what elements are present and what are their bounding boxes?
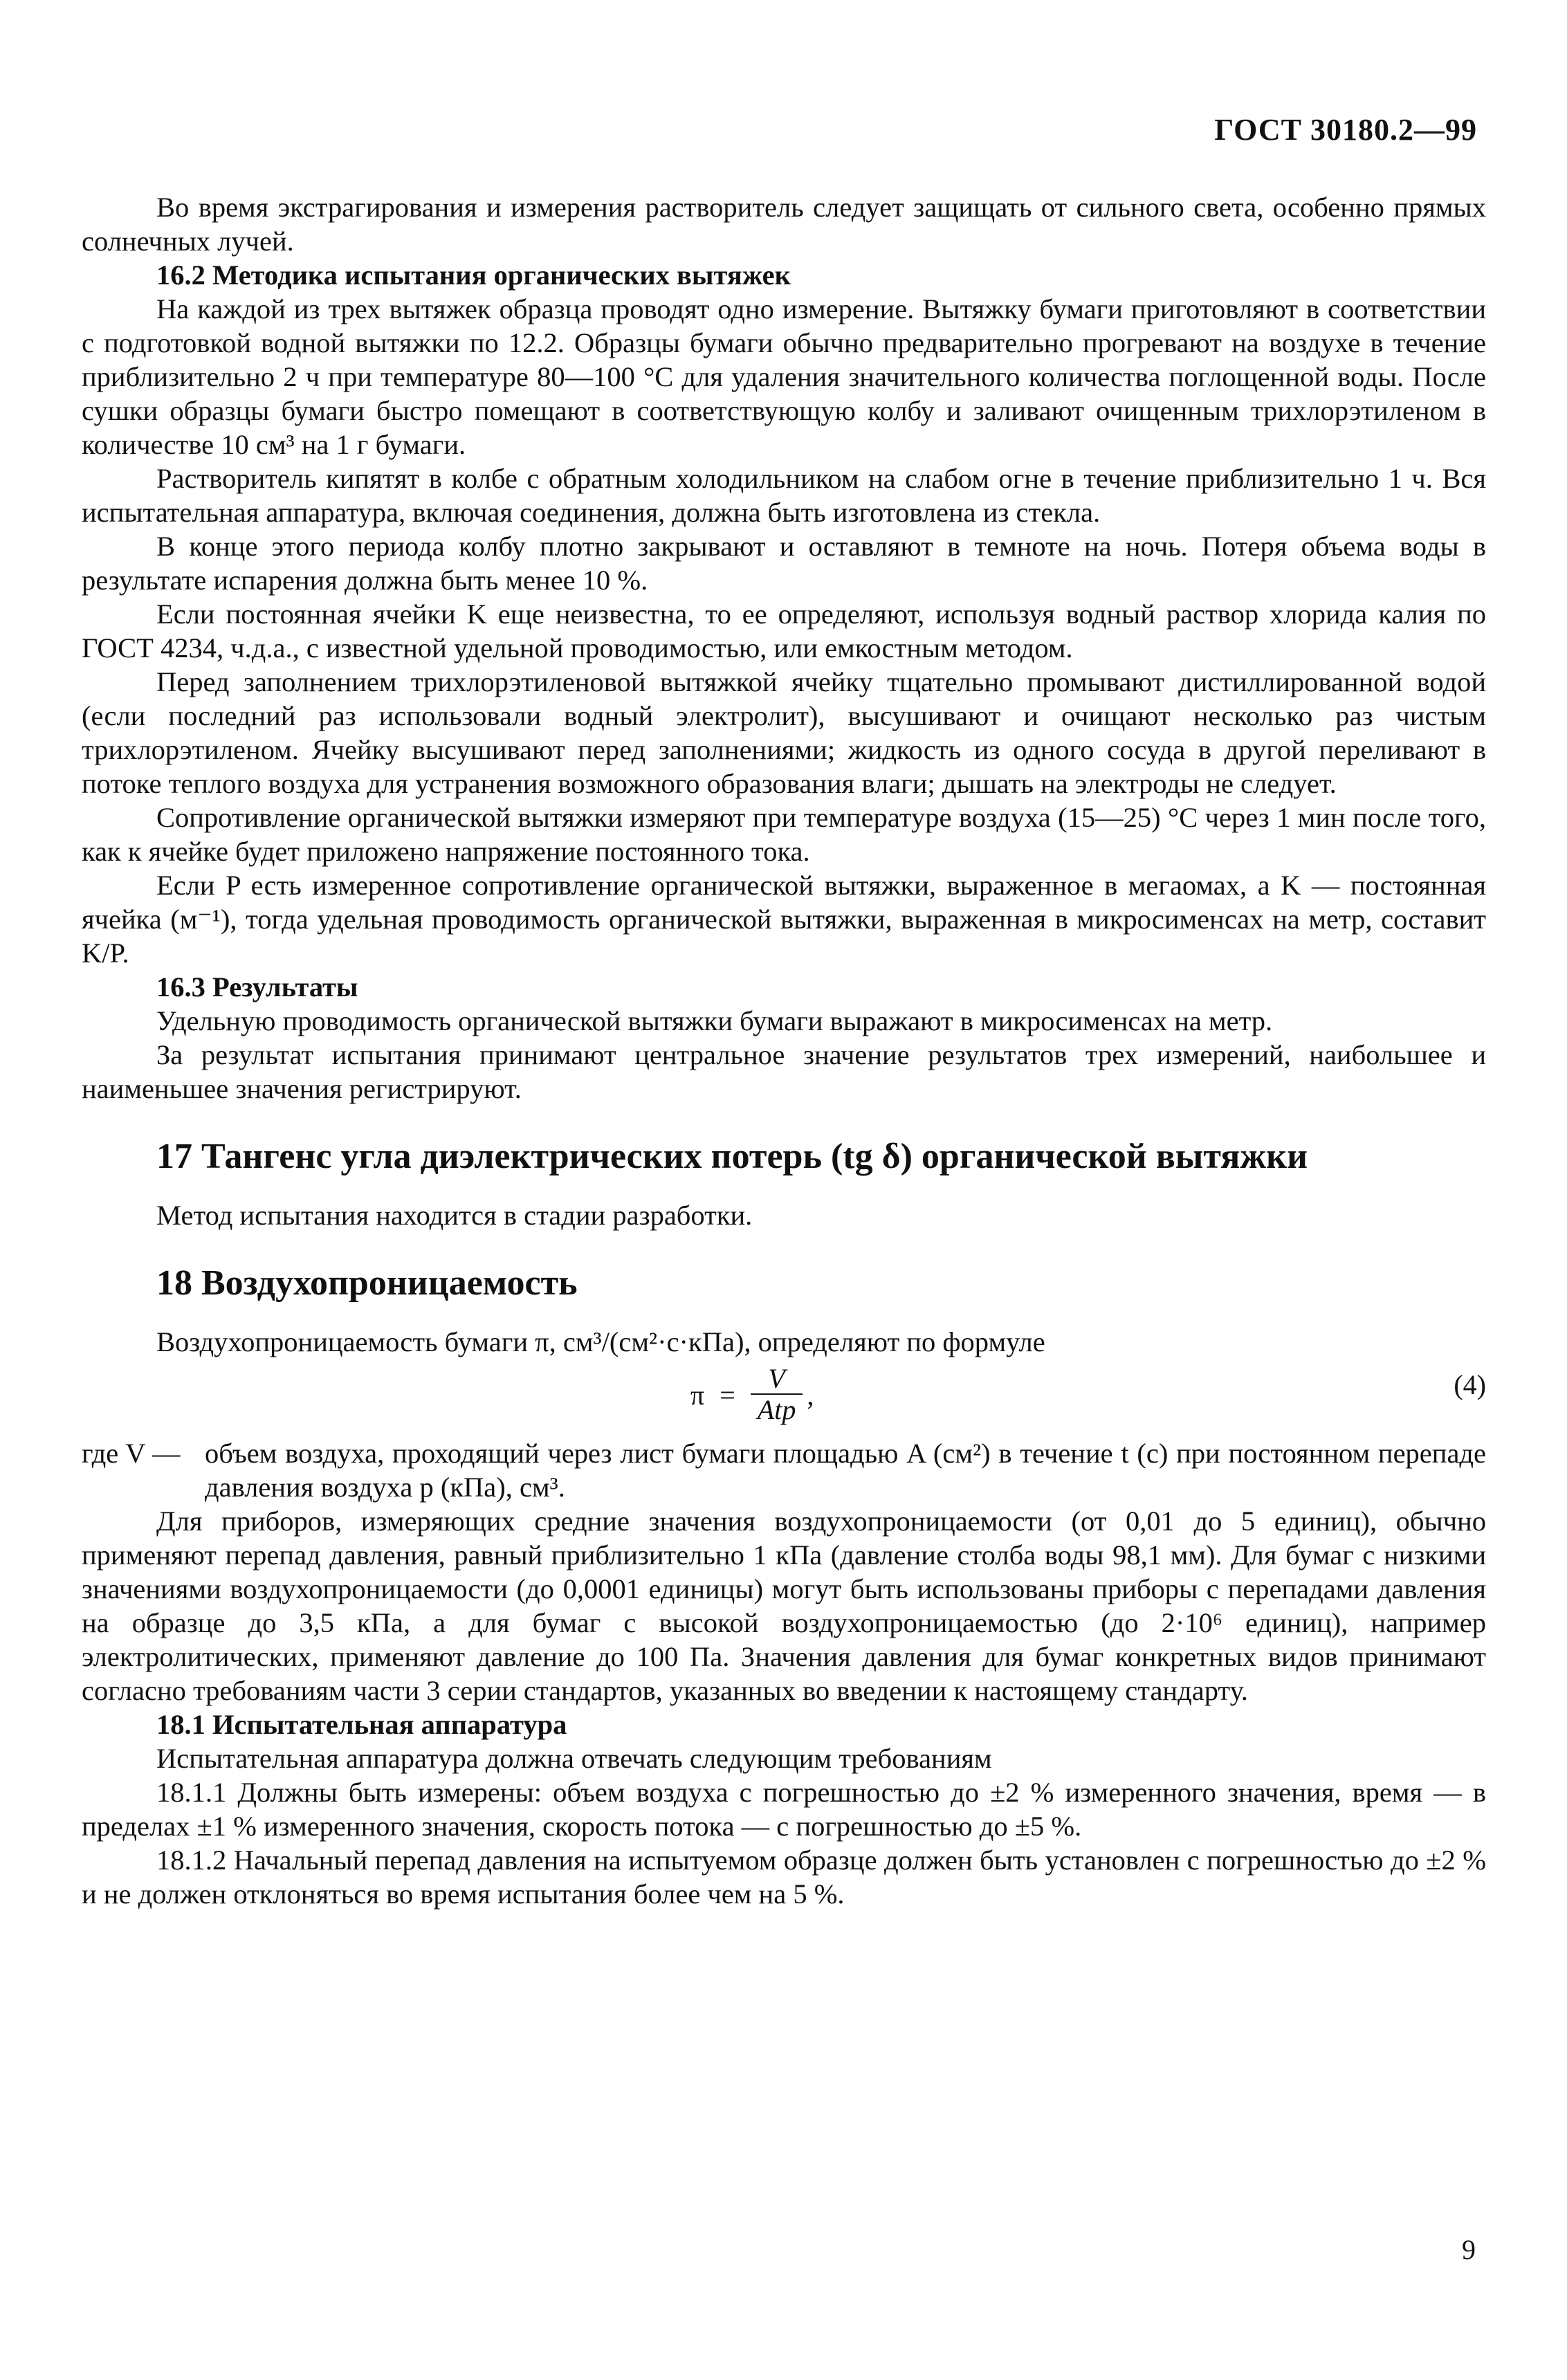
formula-equals: = — [720, 1379, 735, 1411]
paragraph: За результат испытания принимают центральное значение результатов трех измерений, наибольшее и наименьшее значения регистрируют. — [82, 1039, 1486, 1104]
formula-number: (4) — [1454, 1369, 1486, 1400]
document-code: ГОСТ 30180.2—99 — [1214, 113, 1477, 147]
legend-label: где V — — [82, 1438, 181, 1469]
paragraph: Если постоянная ячейки K еще неизвестна, то ее определяют, используя водный раствор хлорида калия по ГОСТ 4234, ч.д.а., с известной удельной проводимостью, или емкостным методом. — [82, 598, 1486, 663]
paragraph: Испытательная аппаратура должна отвечать следующим требованиям — [156, 1743, 992, 1774]
formula-4 — [82, 1359, 1486, 1436]
paragraph: Для приборов, измеряющих средние значения воздухопроницаемости (от 0,01 до 5 единиц), обычно применяют перепад давления, равный приблизительно 1 кПа (давление столба воды 98,1 мм). Для бумаг с низкими значениями воздухопроницаемости (до 0,0001 единицы) могут быть использованы приборы с перепадами давления на образце до 3,5 кПа, а для бумаг с высокой воздухопроницаемостью (до 2·10⁶ единиц), например электролитических, применяют давление до 100 Па. Значения давления для бумаг конкретных видов принимают согласно требованиям части 3 серии стандартов, указанных во введении к настоящему стандарту. — [82, 1505, 1486, 1706]
paragraph: Воздухопроницаемость бумаги π, см³/(см²·с·кПа), определяют по формуле — [156, 1326, 1045, 1357]
legend-text: объем воздуха, проходящий через лист бумаги площадью A (см²) в течение t (с) при постоянном перепаде давления воздуха p (кПа), см³. — [205, 1438, 1486, 1503]
subsection-title-18-1: 18.1 Испытательная аппаратура — [156, 1709, 567, 1740]
paragraph: В конце этого периода колбу плотно закрывают и оставляют в темноте на ночь. Потеря объема воды в результате испарения должна быть менее 10 %. — [82, 531, 1486, 596]
paragraph: 18.1.2 Начальный перепад давления на испытуемом образце должен быть установлен с погрешностью до ±2 % и не должен отклоняться во время испытания более чем на 5 %. — [82, 1844, 1486, 1910]
formula-denominator: Atp — [751, 1393, 803, 1425]
page-number: 9 — [1462, 2234, 1476, 2265]
formula-comma: , — [807, 1379, 814, 1411]
formula-legend — [82, 1436, 1486, 1504]
subsection-title-16-3: 16.3 Результаты — [156, 971, 358, 1003]
paragraph: Сопротивление органической вытяжки измеряют при температуре воздуха (15—25) °С через 1 мин после того, как к ячейке будет приложено напряжение постоянного тока. — [82, 802, 1486, 867]
formula-lhs: π — [690, 1379, 705, 1411]
paragraph: Удельную проводимость органической вытяжки бумаги выражают в микросименсах на метр. — [156, 1005, 1273, 1036]
subsection-title-16-2: 16.2 Методика испытания органических вытяжек — [156, 259, 791, 291]
paragraph: Перед заполнением трихлорэтиленовой вытяжкой ячейку тщательно промывают дистиллированной водой (если последний раз использовали водный электролит), высушивают и очищают несколько раз чистым трихлорэтиленом. Ячейку высушивают перед заполнениями; жидкость из одного сосуда в другой переливают в потоке теплого воздуха для устранения возможного образования влаги; дышать на электроды не следует. — [82, 666, 1486, 799]
formula-numerator: V — [768, 1363, 785, 1394]
formula-expression — [690, 1364, 814, 1425]
paragraph: Во время экстрагирования и измерения растворитель следует защищать от сильного света, особенно прямых солнечных лучей. — [82, 192, 1486, 257]
paragraph: Растворитель кипятят в колбе с обратным холодильником на слабом огне в течение приблизительно 1 ч. Вся испытательная аппаратура, включая соединения, должна быть изготовлена из стекла. — [82, 463, 1486, 528]
section-title-18: 18 Воздухопроницаемость — [156, 1263, 578, 1303]
paragraph: Метод испытания находится в стадии разработки. — [156, 1200, 753, 1231]
section-title-17: 17 Тангенс угла диэлектрических потерь (tg δ) органической вытяжки — [156, 1137, 1308, 1176]
paragraph: На каждой из трех вытяжек образца проводят одно измерение. Вытяжку бумаги приготовляют в соответствии с подготовкой водной вытяжки по 12.2. Образцы бумаги обычно предварительно прогревают на воздухе в течение приблизительно 2 ч при температуре 80—100 °С для удаления значительного количества поглощенной воды. После сушки образцы бумаги быстро помещают в соответствующую колбу и заливают очищенным трихлорэтиленом в количестве 10 см³ на 1 г бумаги. — [82, 293, 1486, 460]
paragraph: Если P есть измеренное сопротивление органической вытяжки, выраженное в мегаомах, а K — постоянная ячейка (м⁻¹), тогда удельная проводимость органической вытяжки, выраженная в микросименсах на метр, составит K/P. — [82, 870, 1486, 969]
paragraph: 18.1.1 Должны быть измерены: объем воздуха с погрешностью до ±2 % измеренного значения, время — в пределах ±1 % измеренного значения, скорость потока — с погрешностью до ±5 %. — [82, 1777, 1486, 1842]
formula-fraction — [751, 1364, 803, 1425]
page-body — [82, 190, 1486, 1911]
